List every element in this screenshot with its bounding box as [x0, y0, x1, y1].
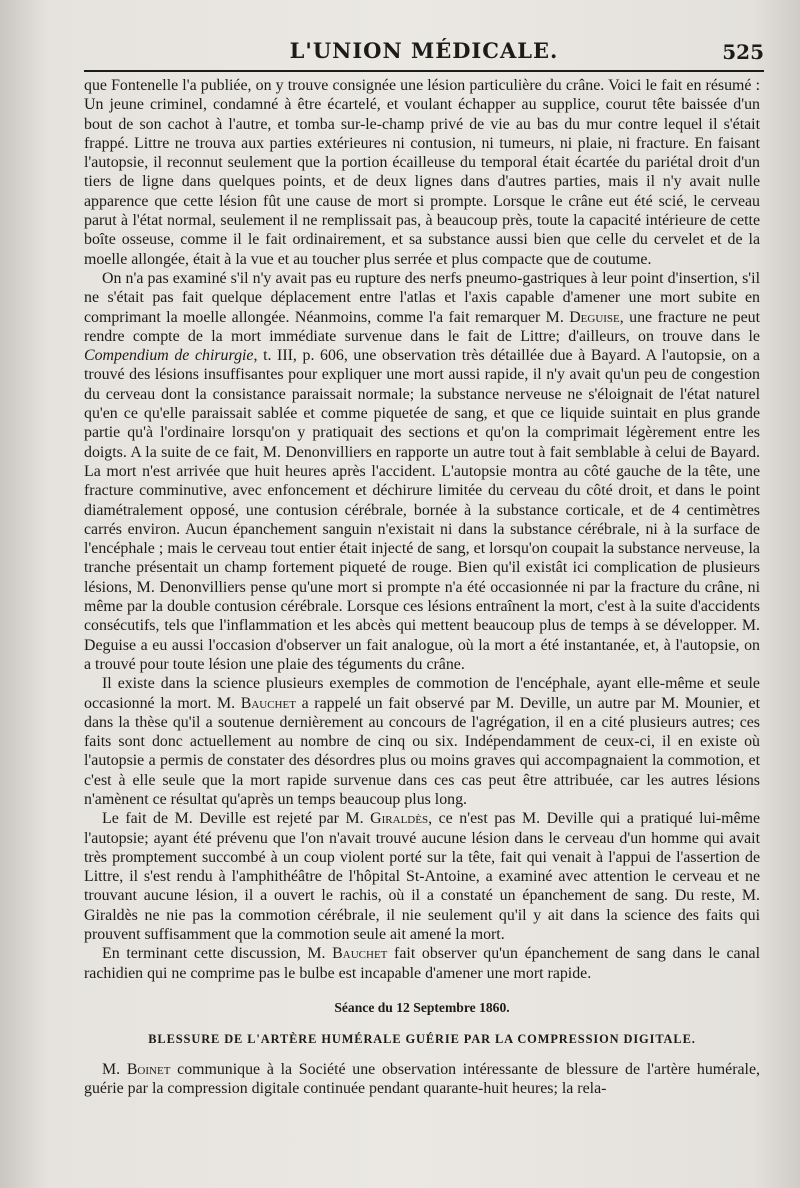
- author-bauchet-2: Bauchet: [332, 945, 388, 963]
- page-number: 525: [722, 40, 764, 64]
- paragraph-2: On n'a pas examiné s'il n'y avait pas eu rupture des nerfs pneumo-gastriques à leur point d'insertion, s'il ne s'était pas fait quelque déplacement entre l'atlas et l'axis capable d'amener une mort subite en comprimant la moelle allongée. Néanmoins, comme l'a fait remarquer M. Deguise, une fracture ne peut rendre compte de la mort immédiate survenue dans le fait de Littre; d'ailleurs, on trouve dans le Compendium de chirurgie, t. III, p. 606, une observation très détaillée due à Bayard. A l'autopsie, on a trouvé des lésions insuffisantes pour expliquer une mort aussi rapide, il n'y avait qu'un peu de congestion du cerveau dont la consistance paraissait normale; la substance nerveuse ne s'éloignait de l'état naturel qu'en ce qu'elle paraissait sablée et comme piquetée de sang, et que ce liquide suintait en plus grande partie qu'à l'ordinaire lorsqu'on y pratiquait des sections et qu'on la comprimait légèrement entre les doigts. A la suite de ce fait, M. Denonvilliers en rapporte un autre tout à fait semblable à celui de Bayard. La mort n'est arrivée que huit heures après l'accident. L'autopsie montra au côté gauche de la tête, une fracture comminutive, avec enfoncement et déchirure limitée du cerveau du côté droit, et dans le point diamétralement opposé, une contusion cérébrale, bornée à la substance corticale, et de 4 centimètres carrés environ. Aucun épanchement sanguin n'existait ni dans la substance cérébrale, ni à la surface de l'encéphale ; mais le cerveau tout entier était injecté de sang, et lorsqu'on coupait la substance nerveuse, la tranche présentait un champ fortement piqueté de rouge. Bien qu'il existât ici complication de plusieurs lésions, M. Denonvilliers pense qu'une mort si prompte n'a été occasionnée ni par la fracture du crâne, ni même par la double contusion cérébrale. Lorsque ces lésions entraînent la mort, c'est à la suite d'accidents consécutifs, tels que l'inflammation et les abcès qui mettent beaucoup plus de temps à se développer. M. Deguise a eu aussi l'occasion d'observer un fait analogue, où la mort a été instantanée, et, à l'autopsie, on a trouvé pour toute lésion une plaie des téguments du crâne.: [84, 269, 760, 673]
- author-giraldes: Giraldès: [370, 810, 429, 828]
- paragraph-3: Il existe dans la science plusieurs exemples de commotion de l'encéphale, ayant elle-même et seule occasionné la mort. M. Bauchet a rappelé un fait observé par M. Deville, un autre par M. Mounier, et dans la thèse qu'il a soutenue dernièrement au concours de l'agrégation, il en a cité plusieurs autres; ces faits sont donc actuellement au nombre de cinq ou six. Indépendamment de ceux-ci, il en existe où l'autopsie a permis de constater des désordres plus ou moins graves qui accompagnaient la commotion, et c'est à elle seule que la mort rapide survenue dans ces cas peut être attribuée, car les autres lésions n'amènent ce résultat qu'après un temps beaucoup plus long.: [84, 675, 760, 808]
- page-header: [84, 38, 764, 68]
- cited-work: Compendium de chirurgie: [84, 347, 254, 365]
- session-heading: Séance du 12 Septembre 1860.: [334, 999, 510, 1015]
- article-body: [84, 76, 760, 1098]
- paragraph-6: M. Boinet communique à la Société une observation intéressante de blessure de l'artère humérale, guérie par la compression digitale continuée pendant quarante-huit heures; la rela-: [84, 1060, 760, 1097]
- header-rule: [84, 70, 764, 72]
- author-bauchet: Bauchet: [240, 694, 296, 712]
- paragraph-5: En terminant cette discussion, M. Bauchet fait observer qu'un épanchement de sang dans le canal rachidien qui ne comprime pas le bulbe est incapable d'amener une mort rapide.: [84, 945, 760, 982]
- author-boinet: Boinet: [126, 1060, 171, 1078]
- article-title: BLESSURE DE L'ARTÈRE HUMÉRALE GUÉRIE PAR LA COMPRESSION DIGITALE.: [148, 1032, 696, 1047]
- author-deguise: Deguise: [569, 308, 620, 326]
- paragraph-1: que Fontenelle l'a publiée, on y trouve consignée une lésion particulière du crâne. Voici le fait en résumé : Un jeune criminel, condamné à être écartelé, et voulant échapper au supplice, courut tête baissée d'un bout de son cachot à l'autre, et tomba sur-le-champ privé de vie au bas du mur contre lequel il s'était frappé. Littre ne trouva aux parties extérieures ni contusion, ni tumeurs, ni plaie, ni fracture. En faisant l'autopsie, il reconnut seulement que la portion écailleuse du temporal était écartée du pariétal droit d'un tiers de ligne dans quelques points, et de deux lignes dans d'autres parties, mais il n'y avait nulle apparence que cette lésion fût une cause de mort si prompte. Lorsque le crâne eut été scié, le cerveau parut à l'état normal, seulement il ne remplissait pas, à beaucoup près, toute la capacité intérieure de cette boîte osseuse, comme il le fait ordinairement, et sa substance aussi bien que celle du cervelet et de la moelle allongée, était à la vue et au toucher plus serrée et plus compacte que de coutume.: [84, 77, 760, 268]
- running-title: L'UNION MÉDICALE.: [289, 38, 559, 63]
- paragraph-4: Le fait de M. Deville est rejeté par M. Giraldès, ce n'est pas M. Deville qui a pratiqué lui-même l'autopsie; ayant été prévenu que l'on n'avait trouvé aucune lésion dans le cerveau d'un homme qui avait très promptement succombé à un coup violent porté sur la tête, fait qui venait à l'appui de l'assertion de Littre, il s'est rendu à l'amphithéâtre de l'hôpital St-Antoine, a examiné avec attention le cerveau et ne trouvant aucune lésion, il a ouvert le rachis, où il a constaté un épanchement de sang. Du reste, M. Giraldès ne nie pas la commotion cérébrale, il nie seulement qu'il y ait dans la science des faits qui prouvent suffisamment que la commotion seule ait amené la mort.: [84, 810, 761, 944]
